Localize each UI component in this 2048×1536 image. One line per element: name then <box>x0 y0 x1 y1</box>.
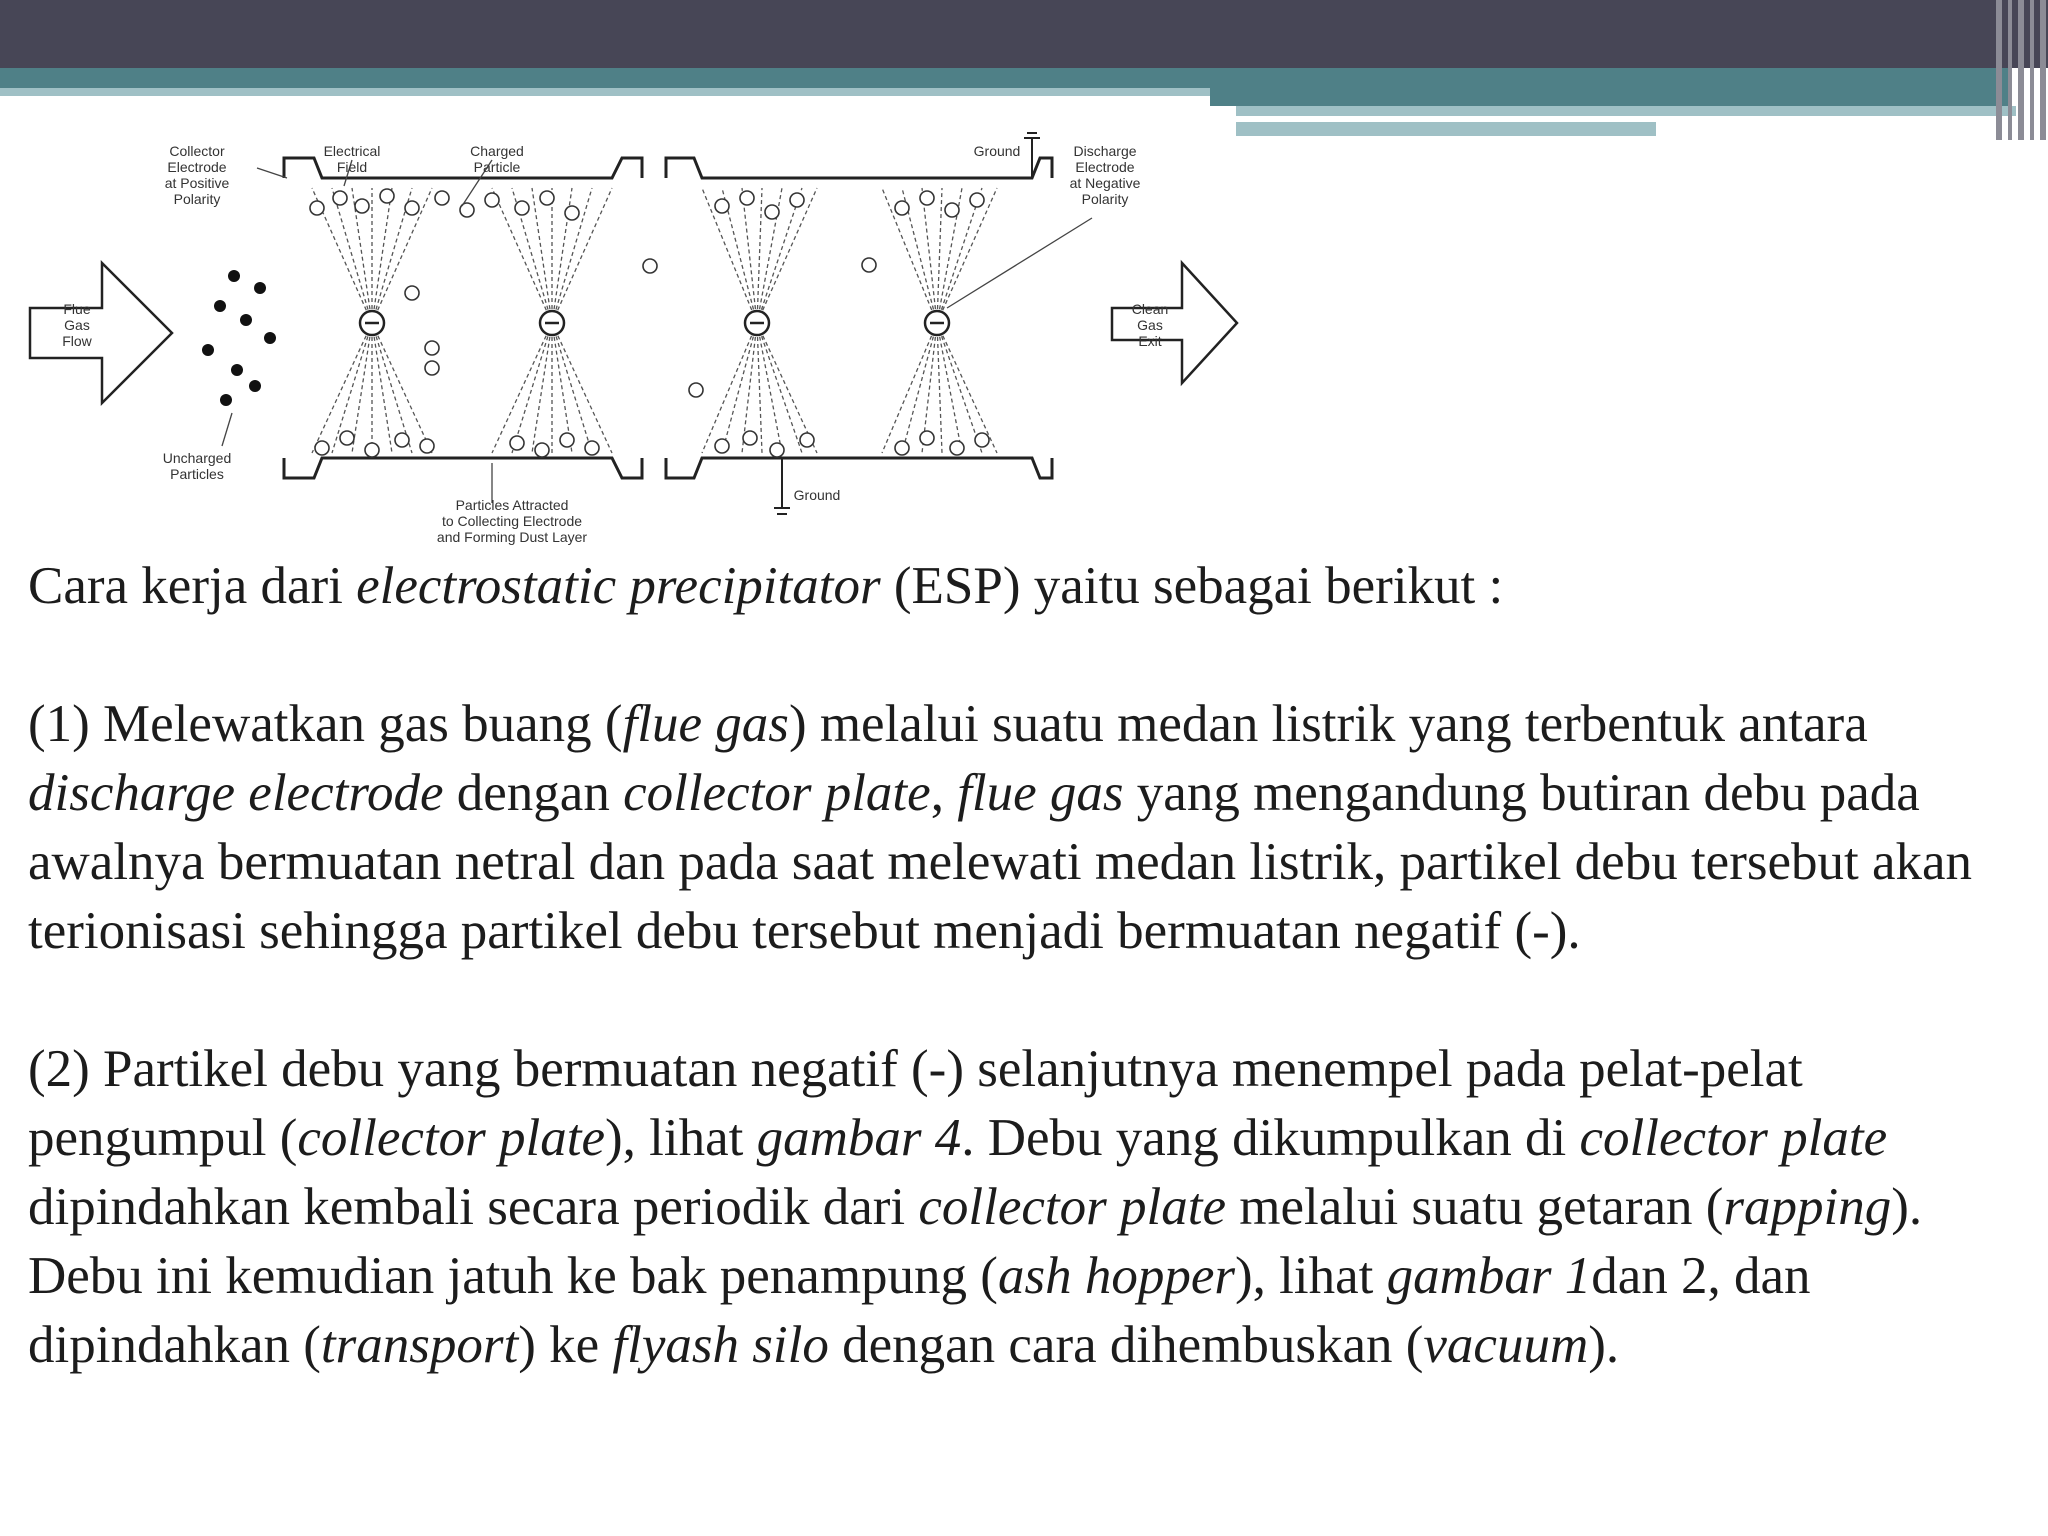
svg-text:at Positive: at Positive <box>164 175 230 191</box>
electrical-field-label: Electrical <box>323 143 381 159</box>
collector-electrode-label: Collector <box>169 143 225 159</box>
flue-gas-arrow <box>30 263 172 403</box>
electric-field-lines <box>312 188 997 453</box>
ground-top-label: Ground <box>973 143 1021 159</box>
esp-diagram <box>22 128 1242 548</box>
svg-text:Collector <box>169 143 225 159</box>
paragraph-2: (2) Partikel debu yang bermuatan negatif (-) selanjutnya menempel pada pelat-pelat pengumpul (collector plate), lihat gambar 4. Debu yang dikumpulkan di collector plate dipindahkan kembali secara periodik dari collector plate melalui suatu getaran (rapping). Debu ini kemudian jatuh ke bak penampung (ash hopper), lihat gambar 1dan 2, dan dipindahkan (transport) ke flyash silo dengan cara dihembuskan (vacuum). <box>28 1040 1923 1374</box>
svg-text:Clean <box>1132 301 1169 317</box>
header-light-stripe-short <box>1236 122 1656 136</box>
svg-text:Gas: Gas <box>1137 317 1163 333</box>
ground-bottom-label: Ground <box>793 487 841 503</box>
svg-text:Gas: Gas <box>64 317 90 333</box>
header-accent-band-right <box>1210 68 2010 106</box>
edge-stripe <box>1996 0 2002 140</box>
charged-particles <box>310 189 989 457</box>
collector-plate-top-right <box>666 158 1052 178</box>
discharge-electrode-label: Discharge <box>1073 143 1137 159</box>
svg-text:Electrode: Electrode <box>167 159 227 175</box>
edge-stripe <box>2030 0 2034 140</box>
collector-plate-bottom-right <box>666 458 1052 478</box>
header-accent-band <box>0 68 1210 90</box>
svg-text:Particle: Particle <box>473 159 521 175</box>
clean-gas-arrow <box>1112 263 1237 383</box>
svg-text:Ground <box>794 487 841 503</box>
intro-line: Cara kerja dari electrostatic precipitator (ESP) yaitu sebagai berikut : <box>28 557 1504 615</box>
edge-stripe <box>2018 0 2024 140</box>
uncharged-particles <box>202 270 276 406</box>
svg-text:Discharge <box>1073 143 1136 159</box>
svg-text:Ground <box>974 143 1021 159</box>
svg-text:Electrode: Electrode <box>1075 159 1135 175</box>
svg-text:Charged <box>470 143 524 159</box>
svg-text:to Collecting Electrode: to Collecting Electrode <box>441 513 583 529</box>
svg-text:Field: Field <box>336 159 368 175</box>
svg-text:Polarity: Polarity <box>173 191 221 207</box>
header-light-stripe-right <box>1236 106 2016 116</box>
header-band <box>0 0 2048 68</box>
svg-text:Exit: Exit <box>1138 333 1162 349</box>
clean-gas-exit-label: Clean <box>1131 301 1169 317</box>
edge-stripe <box>2008 0 2012 140</box>
paragraph-1: (1) Melewatkan gas buang (flue gas) melalui suatu medan listrik yang terbentuk antara discharge electrode dengan collector plate, flue gas yang mengandung butiran debu pada awalnya bermuatan netral dan pada saat melewati medan listrik, partikel debu tersebut akan terionisasi sehingga partikel debu tersebut menjadi bermuatan negatif (-). <box>28 695 1973 960</box>
header-light-stripe <box>0 88 1210 96</box>
collector-plate-bottom-left <box>284 458 642 478</box>
svg-text:at Negative: at Negative <box>1069 175 1141 191</box>
charged-particle-label: Charged <box>470 143 524 159</box>
svg-text:Particles: Particles <box>170 466 224 482</box>
svg-text:Polarity: Polarity <box>1081 191 1129 207</box>
slide-body <box>28 552 2018 1380</box>
svg-text:Uncharged <box>163 450 232 466</box>
edge-stripe <box>2040 0 2046 140</box>
svg-text:Flow: Flow <box>62 333 92 349</box>
svg-text:Electrical <box>324 143 381 159</box>
flue-gas-flow-label: Flue <box>63 301 91 317</box>
svg-text:Particles Attracted <box>456 497 569 513</box>
particles-attracted-label: Particles Attracted <box>455 497 569 513</box>
svg-text:Flue <box>63 301 90 317</box>
svg-text:and Forming Dust Layer: and Forming Dust Layer <box>436 529 588 545</box>
uncharged-particles-label: Uncharged <box>162 450 232 466</box>
